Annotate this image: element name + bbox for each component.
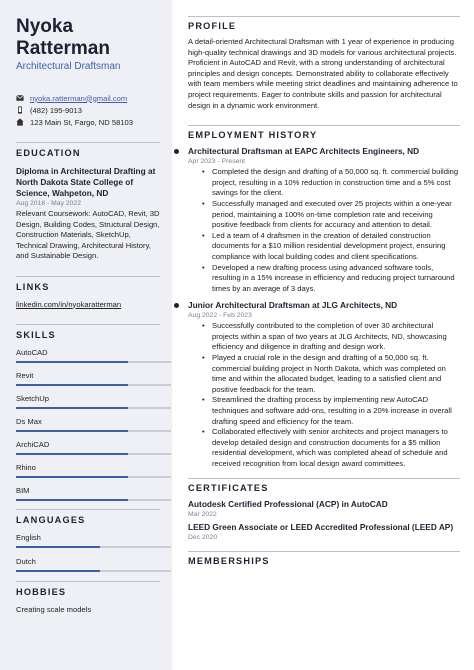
language-level-fill (16, 570, 100, 572)
memberships-heading: MEMBERSHIPS (188, 555, 270, 566)
skill-label: ArchiCAD (16, 440, 50, 449)
skill-label: Rhino (16, 463, 36, 472)
skill-label: AutoCAD (16, 348, 48, 357)
phone-icon (16, 106, 30, 114)
contact-phone (16, 104, 160, 116)
timeline-dot (174, 303, 179, 308)
links-heading: LINKS (16, 281, 50, 292)
divider (188, 125, 460, 126)
divider (188, 551, 460, 552)
profile-text: A detail-oriented Architectural Draftsman with 1 year of experience in producing high-quality technical drawings and 3D models for various architectural projects. Proficient in AutoCAD and Revit, with a strong understanding of architectural principles and design concepts. Demonstrated ability to collaborate effectively with team members while meeting strict deadlines and maintaining adherence to project requirements. Eager to contribute skills and passion for architectural design in a dynamic work environment. (188, 37, 458, 110)
linkedin-link[interactable]: linkedin.com/in/nyokaratterman (16, 299, 122, 309)
job-title: Architectural Draftsman (16, 61, 121, 72)
skill-level-bar (16, 407, 171, 409)
contact-email[interactable] (16, 92, 160, 104)
skill-level-bar (16, 361, 171, 363)
education-dates: Aug 2018 - May 2022 (16, 200, 81, 207)
divider (16, 509, 160, 510)
employment-heading: EMPLOYMENT HISTORY (188, 130, 318, 141)
home-icon (16, 118, 30, 126)
job-dates: Aug 2022 - Feb 2023 (188, 312, 252, 320)
job-title: Junior Architectural Draftsman at JLG Architects, ND (188, 300, 398, 311)
contact-address (16, 116, 160, 128)
hobbies-heading: HOBBIES (16, 587, 67, 597)
skill-level-bar (16, 499, 171, 501)
hobby-item: Creating scale models (16, 605, 92, 614)
skill-level-bar (16, 453, 171, 455)
job-bullet: • Collaborated effectively with senior architects and project managers to develop detailed design and construction documents for a $5 million residential development, which was completed ahead of schedule and received recognition from local design award committees. (188, 427, 460, 469)
skill-level-fill (16, 430, 128, 432)
languages-heading: LANGUAGES (16, 515, 86, 525)
contact-list (16, 92, 160, 128)
skills-heading: SKILLS (16, 330, 56, 340)
skill-label: Ds Max (16, 417, 42, 426)
language-level-bar (16, 546, 171, 548)
job-bullet: • Completed the design and drafting of a 50,000 sq. ft. commercial building project, resulting in a 10% reduction in construction time and a 5% cost savings for the client. (188, 167, 460, 199)
job-bullet: • Led a team of 4 draftsmen in the creation of detailed construction documents for a $10 million residential development project, ensuring compliance with local building codes and client specifications. (188, 231, 460, 263)
skill-label: Revit (16, 371, 34, 380)
job-dates: Apr 2023 - Present (188, 158, 246, 166)
job-entry (188, 300, 460, 469)
languages-list (16, 533, 160, 572)
skill-level-bar (16, 384, 171, 386)
divider (16, 581, 160, 582)
job-bullet: • Successfully managed and executed over 25 projects within a one-year period, maintaining a 100% on-time completion rate and receiving positive feedback from clients for accuracy and attention to detail. (188, 199, 460, 231)
address: 123 Main St, Fargo, ND 58103 (30, 117, 133, 127)
job-bullets (188, 321, 460, 469)
job-bullet: • Successfully contributed to the completion of over 30 architectural projects within a span of two years at JLG Architects, ND, showcasing efficiency and diligence in drafting and design work. (188, 321, 460, 353)
divider (16, 142, 160, 143)
skill-level-fill (16, 407, 128, 409)
job-bullets (188, 167, 460, 294)
language-level-bar (16, 570, 171, 572)
divider (188, 478, 460, 479)
email-link[interactable]: nyoka.ratterman@gmail.com (30, 93, 128, 103)
divider (16, 276, 160, 277)
sidebar (0, 0, 172, 670)
skill-label: SketchUp (16, 394, 49, 403)
skill-level-fill (16, 476, 128, 478)
profile-heading: PROFILE (188, 21, 237, 31)
last-name: Ratterman (16, 38, 110, 59)
timeline-dot (174, 149, 179, 154)
skill-level-fill (16, 361, 128, 363)
education-coursework: Relevant Coursework: AutoCAD, Revit, 3D Design, Building Codes, Structural Design, Construction Materials, SketchUp, Technical Drawing, Architectural History, and Sustainable Design. (16, 209, 160, 260)
skill-label: BIM (16, 486, 30, 495)
job-bullet: • Played a crucial role in the design and drafting of a 50,000 sq. ft. commercial building project in North Dakota, which was completed on time and within the allocated budget, leading to a satisfied client and positive feedback for the team. (188, 353, 460, 395)
certificate-date: Dec 2020 (188, 533, 218, 541)
skills-list (16, 348, 160, 501)
certificate-title: Autodesk Certified Professional (ACP) in AutoCAD (188, 498, 388, 509)
language-label: Dutch (16, 557, 36, 566)
education-degree: Diploma in Architectural Drafting at North Dakota State College of Science, Wahpeton, ND (16, 166, 156, 198)
certificate-title: LEED Green Associate or LEED Accredited Professional (LEED AP) (188, 521, 454, 532)
certificates-heading: CERTIFICATES (188, 482, 269, 493)
job-entry (188, 146, 460, 294)
skill-level-bar (16, 476, 171, 478)
skill-level-bar (16, 430, 171, 432)
language-level-fill (16, 546, 100, 548)
job-title: Architectural Draftsman at EAPC Architects Engineers, ND (188, 146, 420, 157)
skill-level-fill (16, 453, 128, 455)
skill-level-fill (16, 499, 128, 501)
phone-number: (482) 195-9013 (30, 105, 82, 115)
divider (188, 16, 460, 17)
job-bullet: • Developed a new drafting process using advanced software tools, resulting in a 15% increase in efficiency and reducing project turnaround times by an average of 3 days. (188, 263, 460, 295)
skill-level-fill (16, 384, 128, 386)
certificate-date: Mar 2022 (188, 510, 217, 518)
job-bullet: • Streamlined the drafting process by implementing new AutoCAD techniques and software add-ons, resulting in a 20% increase in overall drafting speed and efficiency for the team. (188, 395, 460, 427)
main-content (172, 0, 474, 670)
first-name: Nyoka (16, 16, 74, 37)
email-icon (16, 94, 30, 102)
divider (16, 324, 160, 325)
education-heading: EDUCATION (16, 148, 81, 158)
language-label: English (16, 533, 41, 542)
